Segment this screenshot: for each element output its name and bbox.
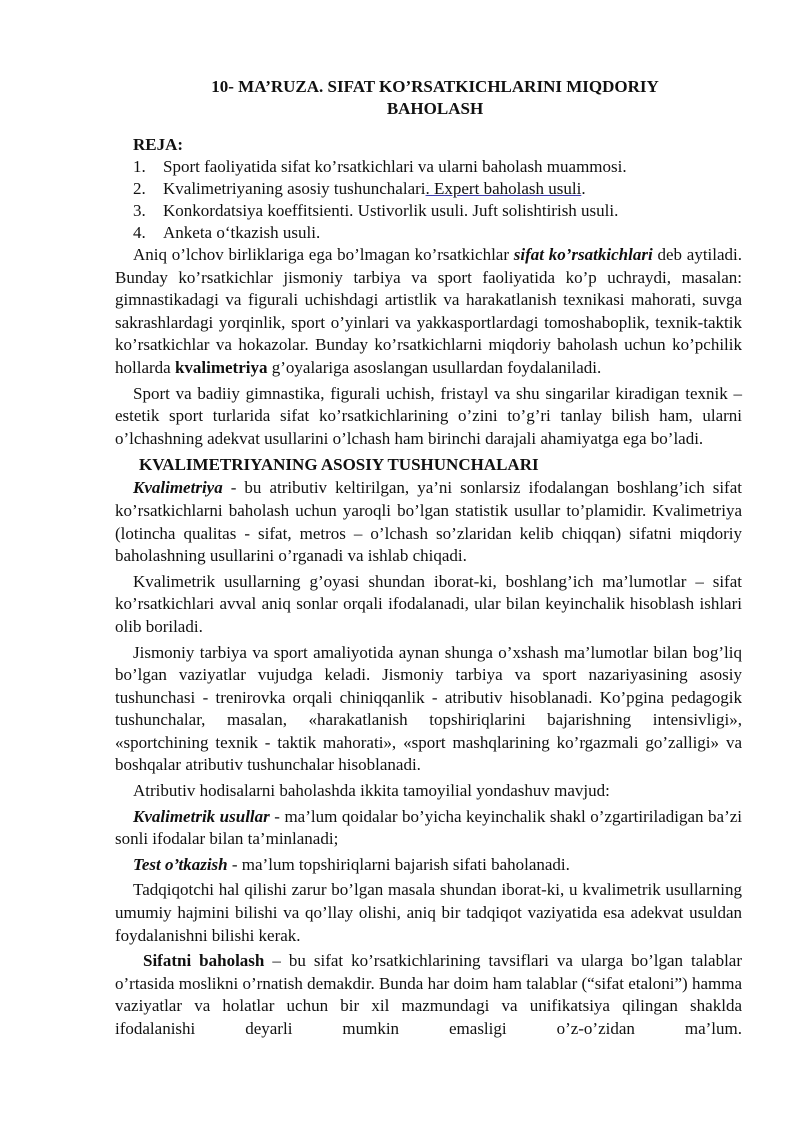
plan-item-text: Kvalimetriyaning asosiy tushunchalari bbox=[163, 179, 426, 198]
paragraph bbox=[115, 477, 742, 567]
term-emphasis: Test o’tkazish bbox=[133, 854, 228, 874]
plan-item-number: 3. bbox=[133, 201, 146, 220]
plan-heading: REJA: bbox=[133, 135, 184, 154]
plan-item-number: 2. bbox=[133, 179, 146, 198]
paragraph: Jismoniy tarbiya va sport amaliyotida aynan shunga o’xshash ma’lumotlar bilan bog’liq bo’lgan vaziyatlar vujudga keladi. Jismoniy tarbiya va sport nazariyasining asosiy tushunchasi - trenirovka orqali chiniqqanlik - atributiv hisoblanadi. Ko’pgina pedagogik tushunchalar, masalan, «harakatlanish topshiriqlarini bajarishning intensivligi», «sportchining texnik - taktik mahorati», «sport mashqlarining ko’rgazmali go’zalligi» va boshqalar atributiv tushunchalar hisoblanadi. bbox=[115, 642, 742, 775]
plan-item-text: . bbox=[581, 179, 586, 198]
lecture-title-line-2: BAHOLASH bbox=[386, 99, 484, 118]
paragraph-text: - ma’lum qoidalar bo’yicha keyinchalik shakl o’zgartiriladigan ba’zi sonli ifodalar bilan ta’minlanadi; bbox=[115, 806, 743, 849]
paragraph: Tadqiqotchi hal qilishi zarur bo’lgan masala shundan iborat-ki, u kvalimetrik usullarning umumiy hajmini bilishi va qo’llay olishi, aniq bir tadqiqot vaziyatida esa adekvat usuldan foydalanishni bilishi kerak. bbox=[115, 880, 742, 945]
lecture-title-line-1: 10- MA’RUZA. SIFAT KO’RSATKICHLARINI MIQDORIY bbox=[211, 77, 659, 96]
plan-item-text: Konkordatsiya koeffitsienti. Ustivorlik usuli. Juft solishtirish usuli. bbox=[163, 201, 619, 220]
paragraph-text: – bu sifat ko’rsatkichlarining tavsiflari va ularga bo’lgan talablar o’rtasida moslikni o’rnatish demakdir. Bunda har doim ham talablar (“sifat etaloni”) hamma vaziyatlar va holatlar uchun bir xil mazmundagi va unifikatsiya qilingan shaklda ifodalanishi deyarli mumkin emasligi o’z-o’zidan ma’lum. bbox=[115, 951, 742, 1038]
term-bold: kvalimetriya bbox=[174, 357, 268, 377]
plan-item bbox=[133, 222, 742, 244]
paragraph bbox=[115, 950, 742, 1040]
term-emphasis: Kvalimetrik usullar bbox=[133, 806, 270, 826]
document-body bbox=[115, 134, 742, 1044]
plan-item bbox=[133, 200, 742, 222]
plan-item-number: 1. bbox=[133, 157, 146, 176]
plan-item-link[interactable]: . Expert baholash usuli bbox=[425, 179, 582, 198]
paragraph-text: - bu atributiv keltirilgan, ya’ni sonlarsiz ifodalangan boshlang’ich sifat ko’rsatkichlarni baholash uchun yaroqli bo’lgan statistik usullar to’plamidir. Kvalimetriya (lotincha qualitas - sifat, metros – o’lchash so’zlaridan kelib chiqqan) sifatni miqdoriy baholashning usullarini o’rganadi va ishlab chiqadi. bbox=[115, 478, 742, 566]
paragraph bbox=[115, 854, 742, 877]
paragraph: Sport va badiiy gimnastika, figurali uchish, fristayl va shu singarilar kiradigan texnik – estetik sport turlarida sifat ko’rsatkichlarining o’zini to’g’ri tanlay bilish ham, ularni o’lchashning adekvat usullarini o’lchash ham birinchi darajali ahamiyatga ega bo’ladi. bbox=[115, 383, 742, 448]
plan-item bbox=[133, 156, 742, 178]
paragraph-text: g’oyalariga asoslangan usullardan foydalaniladi. bbox=[267, 357, 602, 377]
lecture-title bbox=[115, 76, 755, 120]
paragraph-text: Aniq o’lchov birliklariga ega bo’lmagan ko’rsatkichlar bbox=[133, 245, 514, 264]
paragraph-text: - ma’lum topshiriqlarni bajarish sifati baholanadi. bbox=[227, 854, 570, 874]
plan-list bbox=[115, 156, 742, 244]
paragraph: Kvalimetrik usullarning g’oyasi shundan iborat-ki, boshlang’ich ma’lumotlar – sifat ko’rsatkichlari avval aniq sonlar orqali ifodalanadi, ular bilan keyinchalik hisoblash ishlari olib boriladi. bbox=[115, 571, 742, 636]
plan-item-number: 4. bbox=[133, 223, 146, 242]
plan-item-text: Anketa o‘tkazish usuli. bbox=[163, 223, 321, 242]
paragraph: Atributiv hodisalarni baholashda ikkita tamoyilial yondashuv mavjud: bbox=[133, 781, 610, 801]
plan-item bbox=[133, 178, 742, 200]
paragraph bbox=[115, 244, 742, 380]
section-heading: KVALIMETRIYANING ASOSIY TUSHUNCHALARI bbox=[139, 455, 539, 475]
term-emphasis: Kvalimetriya bbox=[133, 478, 223, 498]
term-bold: Sifatni baholash bbox=[143, 951, 265, 971]
paragraph-text: deb aytiladi. Bunday ko’rsatkichlar jismoniy tarbiya va sport faoliyatida ko’p uchraydi, masalan: gimnastikadagi va figurali uchishdagi artistlik va harakatlanish texnikasi mahorati, suvga sakrashlardagi yorqinlik, sport o’yinlari va yakkasportlardagi tomoshaboplik, texnik-taktik ko’rsatkichlar va hokazolar. Bunday ko’rsatkichlarni miqdoriy baholash uchun ko’pchilik hollarda bbox=[115, 245, 743, 377]
plan-item-text: Sport faoliyatida sifat ko’rsatkichlari va ularni baholash muammosi. bbox=[163, 157, 627, 176]
paragraph bbox=[115, 806, 742, 851]
term-emphasis: sifat ko’rsatkichlari bbox=[513, 245, 653, 264]
